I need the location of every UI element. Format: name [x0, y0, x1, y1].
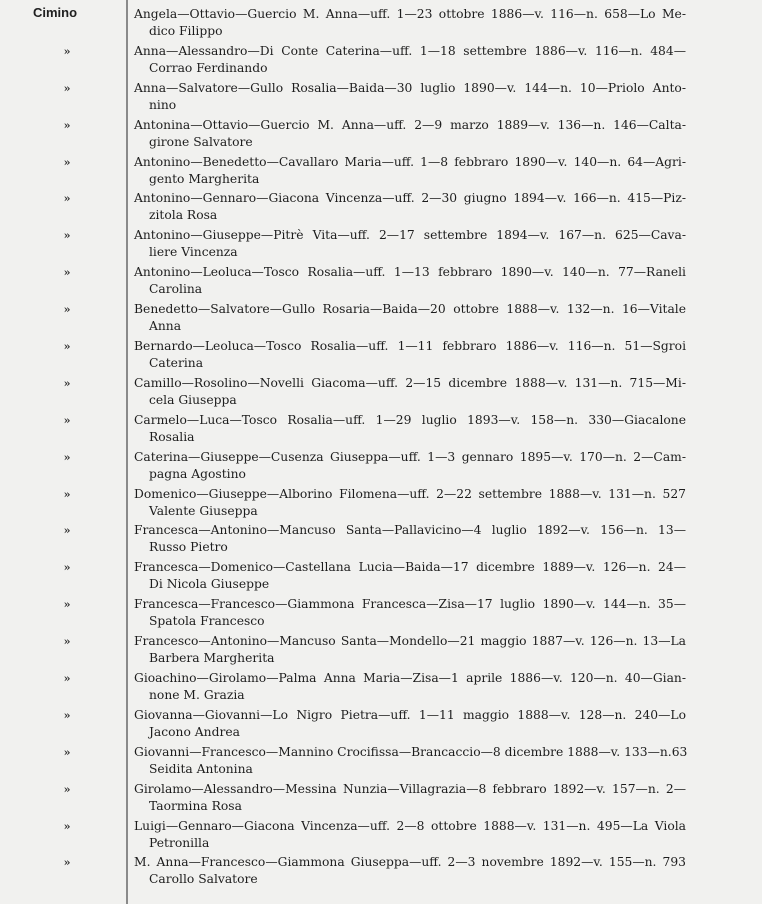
ditto-mark: » — [63, 81, 71, 95]
ditto-mark: » — [63, 672, 71, 686]
entry-continuation-line: Spatola Francesco — [149, 614, 265, 629]
entry-continuation-line: Barbera Margherita — [149, 651, 275, 666]
entry-continuation-line: cela Giuseppa — [149, 392, 237, 407]
ditto-mark: » — [63, 561, 71, 575]
entry-first-line: Antonina—Ottavio—Guercio M. Anna—uff. 2—9 marzo 1889—v. 136—n. 146—Calta- — [134, 117, 686, 132]
register-entry — [0, 781, 762, 818]
entry-continuation-line: Russo Pietro — [149, 540, 228, 555]
entry-first-line: M. Anna—Francesco—Giammona Giuseppa—uff. 2—3 novembre 1892—v. 155—n. 793 — [134, 855, 686, 870]
ditto-mark: » — [63, 192, 71, 206]
register-entry — [0, 154, 762, 191]
register-entry — [0, 744, 762, 781]
entry-continuation-line: Valente Giuseppa — [149, 503, 258, 518]
register-entry — [0, 301, 762, 338]
entry-first-line: Anna—Salvatore—Gullo Rosalia—Baida—30 luglio 1890—v. 144—n. 10—Priolo Anto- — [134, 80, 686, 95]
surname-heading: Cimino — [33, 5, 78, 20]
entry-continuation-line: none M. Grazia — [149, 688, 245, 703]
entry-continuation-line: pagna Agostino — [149, 466, 246, 481]
register-entry — [0, 633, 762, 670]
ditto-mark: » — [63, 44, 71, 58]
entry-continuation-line: dico Filippo — [149, 24, 223, 38]
entry-first-line: Francesca—Francesco—Giammona Francesca—Zisa—17 luglio 1890—v. 144—n. 35— — [134, 597, 686, 612]
register-entry — [0, 522, 762, 559]
entry-continuation-line: gento Margherita — [149, 171, 260, 186]
ditto-mark: » — [63, 745, 71, 759]
ditto-mark: » — [63, 376, 71, 390]
ditto-mark: » — [63, 413, 71, 427]
entry-first-line: Giovanna—Giovanni—Lo Nigro Pietra—uff. 1—11 maggio 1888—v. 128—n. 240—Lo — [134, 707, 686, 722]
entry-continuation-line: Rosalia — [149, 429, 195, 444]
entry-first-line: Francesca—Antonino—Mancuso Santa—Pallavicino—4 luglio 1892—v. 156—n. 13— — [134, 523, 686, 538]
entry-first-line: Carmelo—Luca—Tosco Rosalia—uff. 1—29 luglio 1893—v. 158—n. 330—Giacalone — [134, 412, 686, 427]
ditto-mark: » — [63, 487, 71, 501]
ditto-mark: » — [63, 635, 71, 649]
entry-first-line: Camillo—Rosolino—Novelli Giacoma—uff. 2—15 dicembre 1888—v. 131—n. 715—Mi- — [134, 375, 686, 390]
entry-first-line: Benedetto—Salvatore—Gullo Rosaria—Baida—20 ottobre 1888—v. 132—n. 16—Vitale — [134, 302, 686, 317]
entry-continuation-line: Carollo Salvatore — [149, 872, 258, 887]
entry-first-line: Francesca—Domenico—Castellana Lucia—Baida—17 dicembre 1889—v. 126—n. 24— — [134, 560, 686, 575]
entry-first-line: Girolamo—Alessandro—Messina Nunzia—Villagrazia—8 febbraro 1892—v. 157—n. 2— — [134, 781, 686, 796]
register-entry — [0, 375, 762, 412]
register-entry — [0, 670, 762, 707]
entry-continuation-line: zitola Rosa — [149, 208, 218, 223]
entry-first-line: Antonino—Leoluca—Tosco Rosalia—uff. 1—13 febbraro 1890—v. 140—n. 77—Raneli — [134, 265, 686, 280]
entry-first-line: Caterina—Giuseppe—Cusenza Giuseppa—uff. 1—3 gennaro 1895—v. 170—n. 2—Cam- — [134, 449, 686, 464]
ditto-mark: » — [63, 229, 71, 243]
ditto-mark: » — [63, 819, 71, 833]
entry-continuation-line: Di Nicola Giuseppe — [149, 577, 270, 592]
register-entry — [0, 412, 762, 449]
entry-first-line: Bernardo—Leoluca—Tosco Rosalia—uff. 1—11 febbraro 1886—v. 116—n. 51—Sgroi — [134, 339, 686, 354]
ditto-mark: » — [63, 450, 71, 464]
entry-first-line: Gioachino—Girolamo—Palma Anna Maria—Zisa—1 aprile 1886—v. 120—n. 40—Gian- — [134, 671, 686, 686]
entry-continuation-line: nino — [149, 97, 177, 112]
entry-first-line: Anna—Alessandro—Di Conte Caterina—uff. 1—18 settembre 1886—v. 116—n. 484— — [134, 43, 686, 58]
entry-first-line: Angela—Ottavio—Guercio M. Anna—uff. 1—23 ottobre 1886—v. 116—n. 658—Lo Me- — [134, 7, 686, 21]
entry-continuation-line: Carolina — [149, 282, 203, 297]
entry-continuation-line: liere Vincenza — [149, 245, 238, 260]
entry-continuation-line: Petronilla — [149, 835, 210, 850]
entry-first-line: Giovanni—Francesco—Mannino Crocifissa—Brancaccio—8 dicembre 1888—v. 133—n.63 — [134, 744, 688, 759]
entry-first-line: Antonino—Benedetto—Cavallaro Maria—uff. 1—8 febbraro 1890—v. 140—n. 64—Agri- — [134, 154, 686, 169]
ditto-mark: » — [63, 524, 71, 538]
ditto-mark: » — [63, 118, 71, 132]
entry-first-line: Luigi—Gennaro—Giacona Vincenza—uff. 2—8 ottobre 1888—v. 131—n. 495—La Viola — [134, 818, 686, 833]
register-entry — [0, 596, 762, 633]
entry-continuation-line: Jacono Andrea — [149, 724, 240, 739]
register-entry — [0, 559, 762, 596]
entry-first-line: Domenico—Giuseppe—Alborino Filomena—uff. 2—22 settembre 1888—v. 131—n. 527 — [134, 486, 686, 501]
entry-continuation-line: girone Salvatore — [149, 134, 253, 149]
ditto-mark: » — [63, 303, 71, 317]
register-entry — [0, 227, 762, 264]
entry-continuation-line: Taormina Rosa — [149, 798, 242, 813]
register-entry — [0, 486, 762, 523]
entry-continuation-line: Caterina — [149, 356, 204, 371]
ditto-mark: » — [63, 266, 71, 280]
entry-continuation-line: Corrao Ferdinando — [149, 60, 268, 75]
ditto-mark: » — [63, 782, 71, 796]
register-entry — [0, 6, 762, 43]
ditto-mark: » — [63, 856, 71, 870]
ditto-mark: » — [63, 708, 71, 722]
register-entry — [0, 80, 762, 117]
entry-continuation-line: Anna — [149, 319, 182, 334]
register-entry — [0, 264, 762, 301]
register-entry — [0, 707, 762, 744]
entry-list — [0, 6, 762, 891]
entry-first-line: Antonino—Giuseppe—Pitrè Vita—uff. 2—17 settembre 1894—v. 167—n. 625—Cava- — [134, 228, 686, 243]
register-entry — [0, 43, 762, 80]
register-entry — [0, 818, 762, 855]
register-entry — [0, 338, 762, 375]
register-entry — [0, 190, 762, 227]
register-entry — [0, 854, 762, 891]
register-entry — [0, 449, 762, 486]
entry-first-line: Antonino—Gennaro—Giacona Vincenza—uff. 2—30 giugno 1894—v. 166—n. 415—Piz- — [134, 191, 686, 206]
ditto-mark: » — [63, 340, 71, 354]
entry-continuation-line: Seidita Antonina — [149, 761, 253, 776]
entry-first-line: Francesco—Antonino—Mancuso Santa—Mondello—21 maggio 1887—v. 126—n. 13—La — [134, 634, 686, 649]
ditto-mark: » — [63, 155, 71, 169]
ditto-mark: » — [63, 598, 71, 612]
register-entry — [0, 117, 762, 154]
